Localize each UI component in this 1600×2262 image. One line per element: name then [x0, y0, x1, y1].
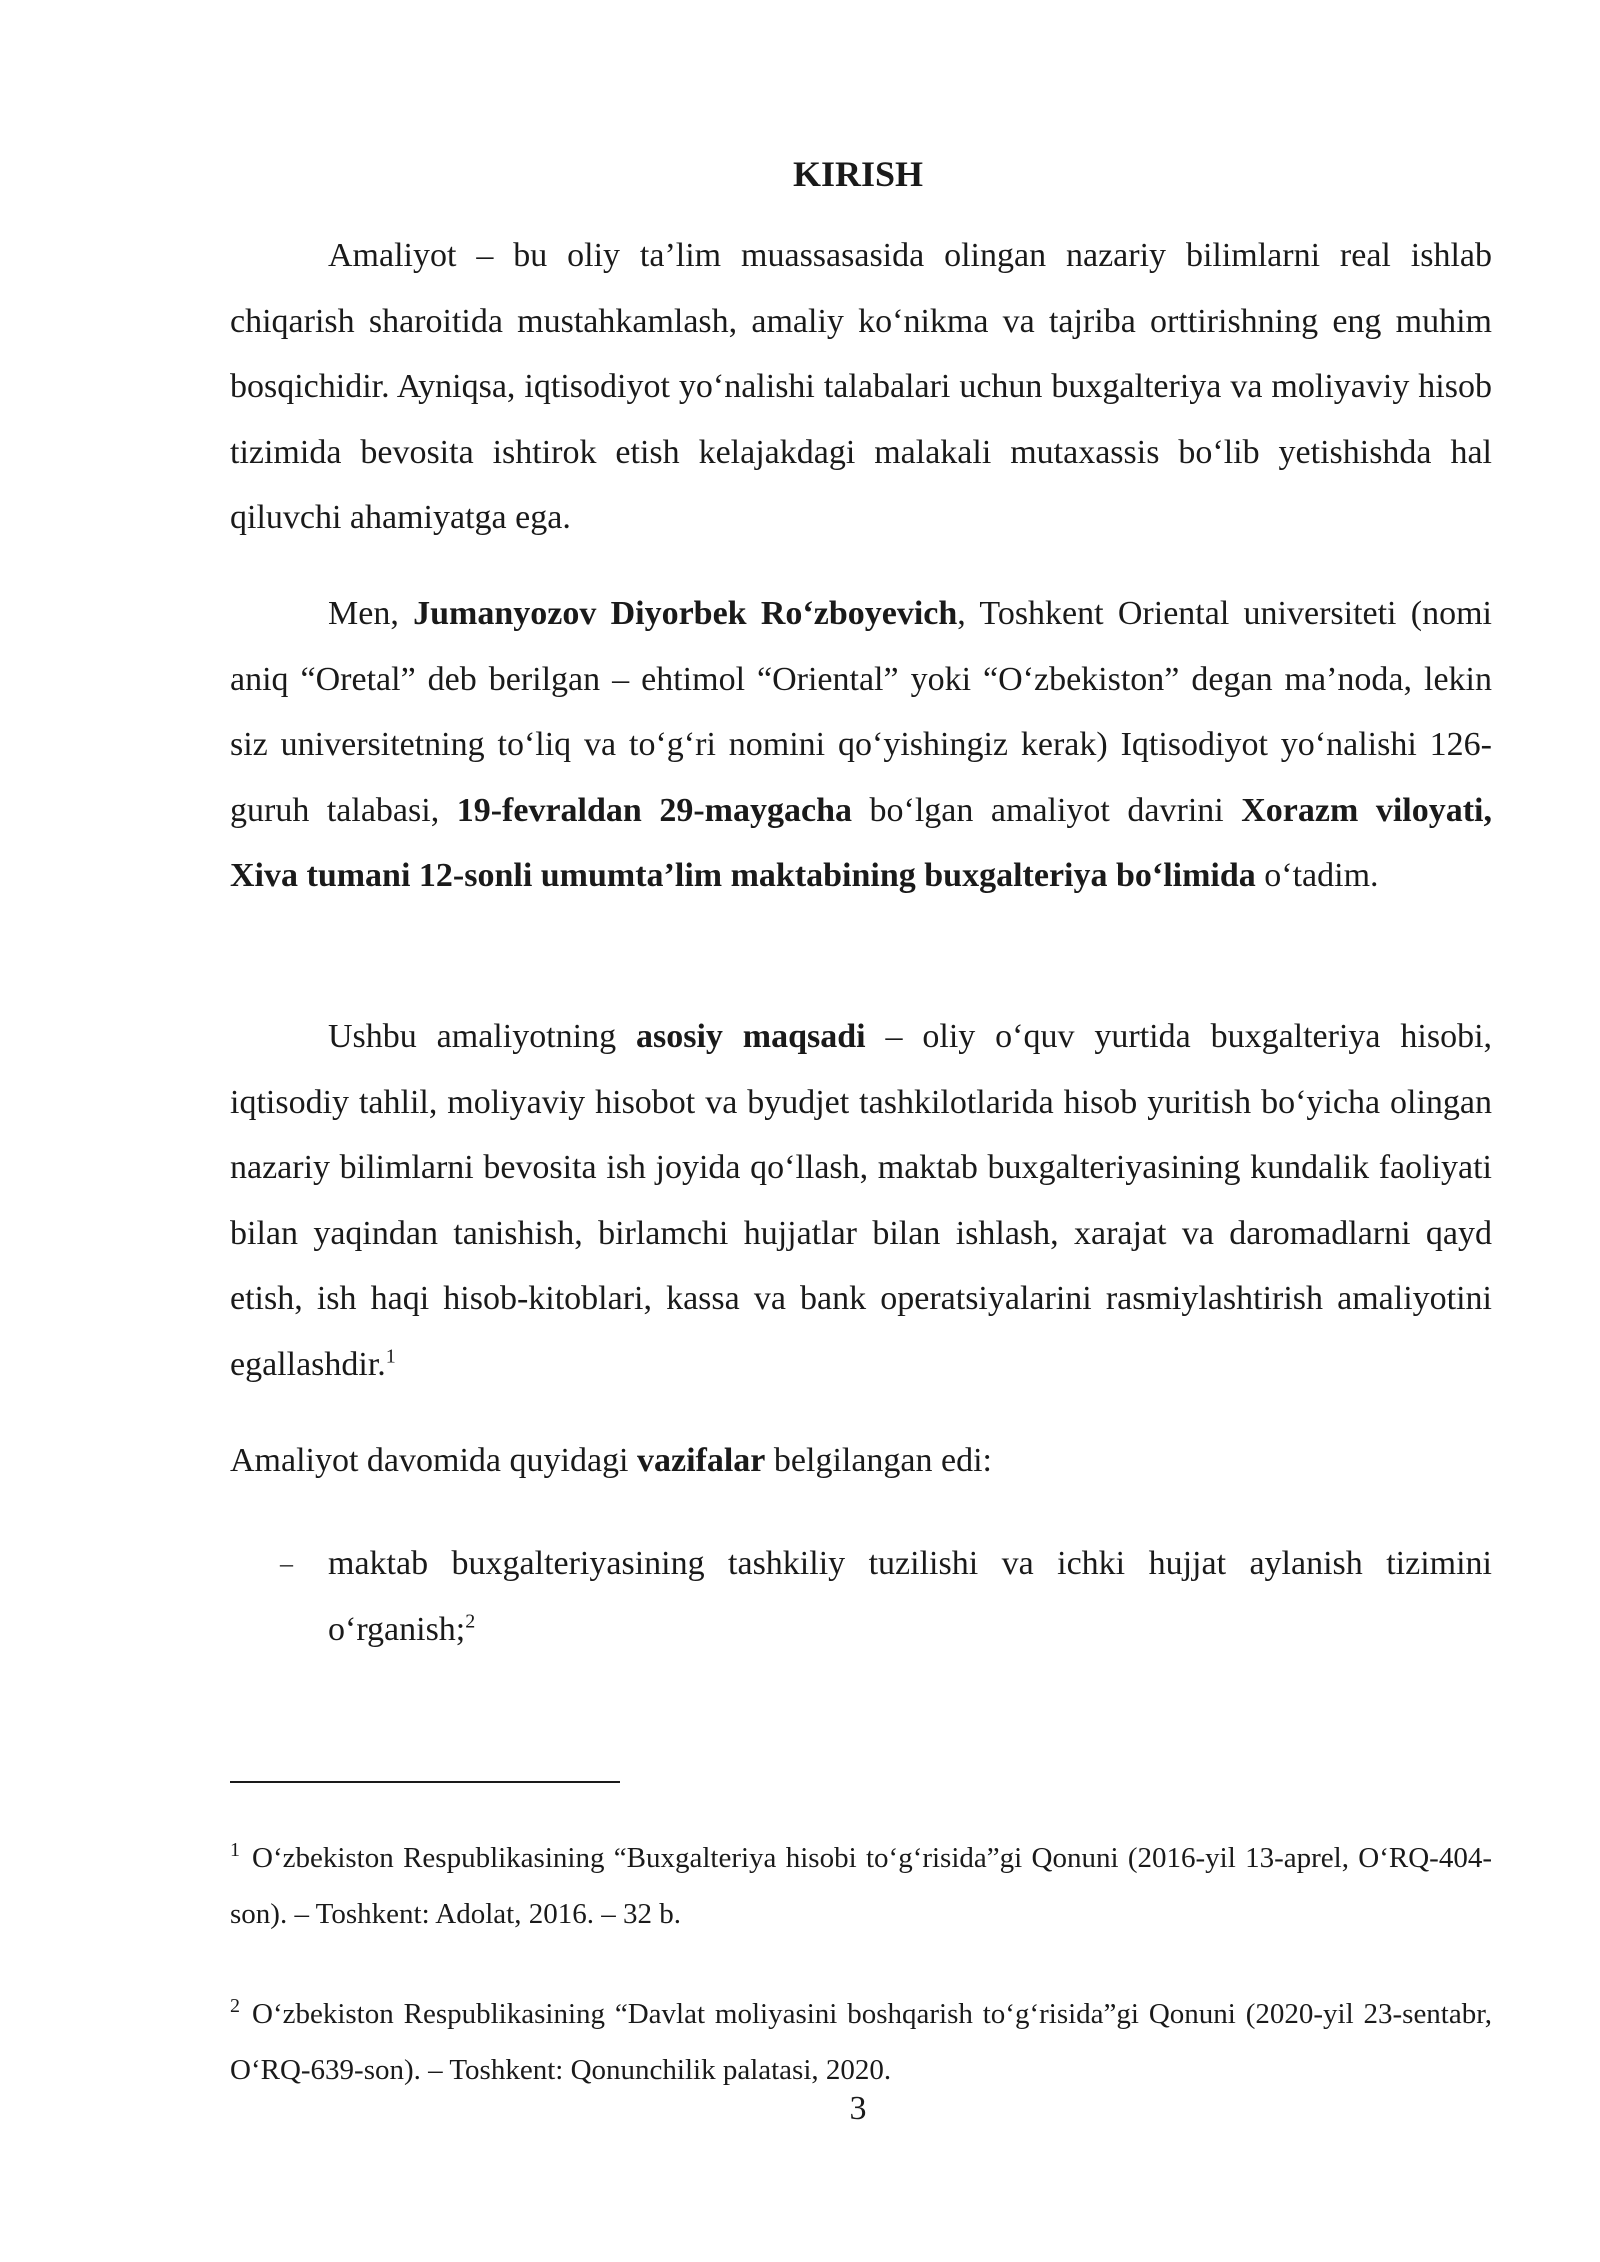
- practice-place: Xorazm viloyati, Xiva tumani 12-sonli umumta’lim maktabining buxgalteriya boʻlimida: [230, 791, 1492, 894]
- student-text-1: Men,: [328, 595, 414, 632]
- tasks-text-1: Amaliyot davomida quyidagi: [230, 1442, 637, 1479]
- intro-paragraph: Amaliyot – bu oliy ta’lim muassasasida olingan nazariy bilimlarni real ishlab chiqarish sharoitida mustahkamlash, amaliy koʻnikma va tajriba orttirishning eng muhim bosqichidir. Ayniqsa, iqtisodiyot yoʻnalishi talabalari uchun buxgalteriya va moliyaviy hisob tizimida bevosita ishtirok etish kelajakdagi malakali mutaxassis boʻlib yetishishda hal qiluvchi ahamiyatga ega.: [230, 237, 1492, 536]
- list-item: [280, 1531, 1492, 1662]
- footnote-2-mark: 2: [230, 1995, 240, 2018]
- list-item-body: maktab buxgalteriyasining tashkiliy tuzilishi va ichki hujjat aylanish tizimini oʻrganish;: [328, 1545, 1492, 1648]
- student-text-4: oʻtadim.: [1255, 857, 1379, 894]
- tasks-bold: vazifalar: [637, 1442, 766, 1479]
- section-heading: KIRISH: [792, 154, 924, 194]
- student-paragraph: [230, 581, 1492, 909]
- tasks-text-2: belgilangan edi:: [765, 1442, 993, 1479]
- goal-text-1: Ushbu amaliyotning: [328, 1018, 636, 1055]
- footnote-1-mark: 1: [230, 1839, 240, 1862]
- footnote-separator: [230, 1781, 620, 1783]
- practice-dates: 19-fevraldan 29-maygacha: [456, 791, 852, 829]
- goal-bold: asosiy maqsadi: [635, 1018, 866, 1055]
- footnote-2-text: Oʻzbekiston Respublikasining “Davlat moliyasini boshqarish toʻgʻrisida”gi Qonuni (2020-yil 23-sentabr, OʻRQ-639-son). – Toshkent: Qonunchilik palatasi, 2020.: [230, 1998, 1492, 2086]
- goal-text-2: – oliy oʻquv yurtida buxgalteriya hisobi, iqtisodiy tahlil, moliyaviy hisobot va byudjet tashkilotlarida hisob yuritish boʻyicha olingan nazariy bilimlarni bevosita ish joyida qoʻllash, maktab buxgalteriyasining kundalik faoliyati bilan yaqindan tanishish, birlamchi hujjatlar bilan ishlash, xarajat va daromadlarni qayd etish, ish haqi hisob-kitoblari, kassa va bank operatsiyalarini rasmiylashtirish amaliyotini egallashdir.: [230, 1018, 1493, 1383]
- student-text-3: boʻlgan amaliyot davrini: [852, 791, 1242, 829]
- tasks-intro-paragraph: [230, 1428, 1492, 1494]
- footnote-ref-1[interactable]: 1: [385, 1345, 396, 1368]
- page-number: 3: [849, 2090, 867, 2127]
- list-item-text: [328, 1531, 1492, 1662]
- student-name: Jumanyozov Diyorbek Roʻzboyevich: [413, 595, 958, 632]
- footnote-1: [230, 1830, 1492, 1942]
- dash-bullet-icon: –: [280, 1549, 293, 1578]
- footnote-1-text: Oʻzbekiston Respublikasining “Buxgalteriya hisobi toʻgʻrisida”gi Qonuni (2016-yil 13-aprel, OʻRQ-404-son). – Toshkent: Adolat, 2016. – 32 b.: [230, 1842, 1492, 1930]
- goal-paragraph: [230, 1004, 1492, 1397]
- footnote-2: [230, 1986, 1492, 2098]
- student-text-2: , Toshkent Oriental universiteti (nomi aniq “Oretal” deb berilgan – ehtimol “Oriental” yoki “Oʻzbekiston” degan ma’noda, lekin siz universitetning toʻliq va toʻgʻri nomini qoʻyishingiz kerak) Iqtisodiyot yoʻnalishi 126-guruh talabasi,: [230, 595, 1492, 829]
- footnote-ref-2[interactable]: 2: [465, 1610, 476, 1633]
